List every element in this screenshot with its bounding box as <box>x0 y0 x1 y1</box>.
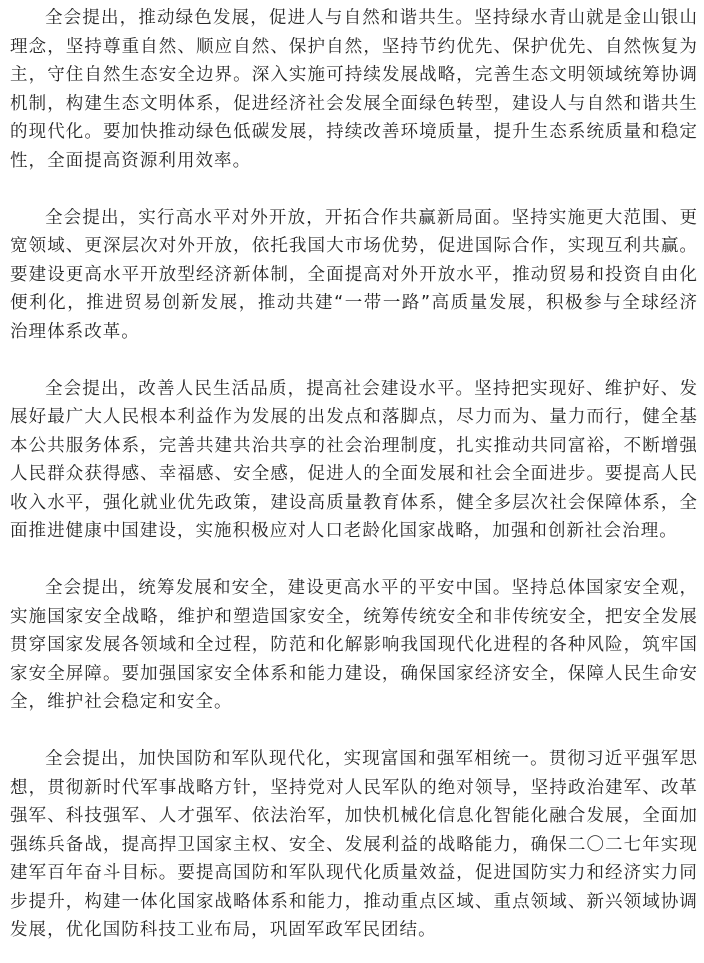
paragraph-green-development: 全会提出，推动绿色发展，促进人与自然和谐共生。坚持绿水青山就是金山银山理念，坚持尊重自然、顺应自然、保护自然，坚持节约优先、保护优先、自然恢复为主，守住自然生态安全边界。深入实施可持续发展战略，完善生态文明领域统筹协调机制，构建生态文明体系，促进经济社会发展全面绿色转型，建设人与自然和谐共生的现代化。要加快推动绿色低碳发展，持续改善环境质量，提升生态系统质量和稳定性，全面提高资源利用效率。 <box>10 8 698 171</box>
paragraph-opening-up: 全会提出，实行高水平对外开放，开拓合作共赢新局面。坚持实施更大范围、更宽领域、更深层次对外开放，依托我国大市场优势，促进国际合作，实现互利共赢。要建设更高水平开放型经济新体制，全面提高对外开放水平，推动贸易和投资自由化便利化，推进贸易创新发展，推动共建“一带一路”高质量发展，积极参与全球经济治理体系改革。 <box>10 207 698 342</box>
paragraph-defense: 全会提出，加快国防和军队现代化，实现富国和强军相统一。贯彻习近平强军思想，贯彻新时代军事战略方针，坚持党对人民军队的绝对领导，坚持政治建军、改革强军、科技强军、人才强军、依法治军，加快机械化信息化智能化融合发展，全面加强练兵备战，提高捍卫国家主权、安全、发展利益的战略能力，确保二〇二七年实现建军百年奋斗目标。要提高国防和军队现代化质量效益，促进国防实力和经济实力同步提升，构建一体化国家战略体系和能力，推动重点区域、重点领域、新兴领域协调发展，优化国防科技工业布局，巩固军政军民团结。 <box>10 749 698 940</box>
paragraph-security: 全会提出，统筹发展和安全，建设更高水平的平安中国。坚持总体国家安全观，实施国家安全战略，维护和塑造国家安全，统筹传统安全和非传统安全，把安全发展贯穿国家发展各领域和全过程，防范和化解影响我国现代化进程的各种风险，筑牢国家安全屏障。要加强国家安全体系和能力建设，确保国家经济安全，保障人民生命安全，维护社会稳定和安全。 <box>10 578 698 712</box>
paragraph-livelihood: 全会提出，改善人民生活品质，提高社会建设水平。坚持把实现好、维护好、发展好最广大人民根本利益作为发展的出发点和落脚点，尽力而为、量力而行，健全基本公共服务体系，完善共建共治共享的社会治理制度，扎实推动共同富裕，不断增强人民群众获得感、幸福感、安全感，促进人的全面发展和社会全面进步。要提高人民收入水平，强化就业优先政策，建设高质量教育体系，健全多层次社会保障体系，全面推进健康中国建设，实施积极应对人口老龄化国家战略，加强和创新社会治理。 <box>10 378 698 541</box>
